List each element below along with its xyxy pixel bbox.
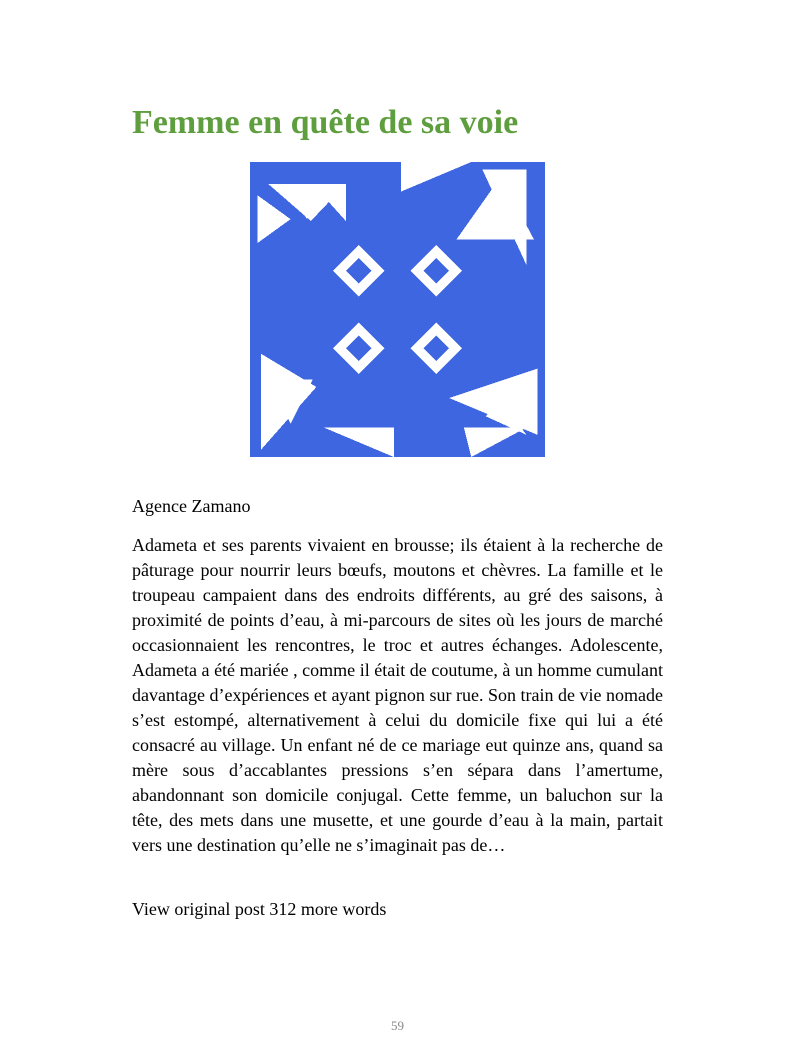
page-title: Femme en quête de sa voie xyxy=(132,104,519,141)
page-number: 59 xyxy=(391,1018,404,1033)
author-name: Agence Zamano xyxy=(132,496,251,516)
geometric-pattern-avatar-icon xyxy=(250,162,545,457)
pattern-graphic xyxy=(250,162,545,457)
article-excerpt: Adameta et ses parents vivaient en brousse; ils étaient à la recherche de pâturage pour nourrir leurs bœufs, moutons et chèvres. La famille et le troupeau campaient dans des endroits différents, au gré des saisons, à proximité de points d’eau, à mi-parcours de sites où les jours de marché occasionnaient les rencontres, le troc et autres échanges. Adolescente, Adameta a été mariée , comme il était de coutume, à un homme cumulant davantage d’expériences et ayant pignon sur rue. Son train de vie nomade s’est estompé, alternativement à celui du domicile fixe qui lui a été consacré au village. Un enfant né de ce mariage eut quinze ans, quand sa mère sous d’accablantes pressions s’en sépara dans l’amertume, abandonnant son domicile conjugal. Cette femme, un baluchon sur la tête, des mets dans une musette, et une gourde d’eau à la main, partait vers une destination qu’elle ne s’imaginait pas de… xyxy=(132,535,663,855)
view-original-post-link[interactable]: View original post 312 more words xyxy=(132,899,387,919)
